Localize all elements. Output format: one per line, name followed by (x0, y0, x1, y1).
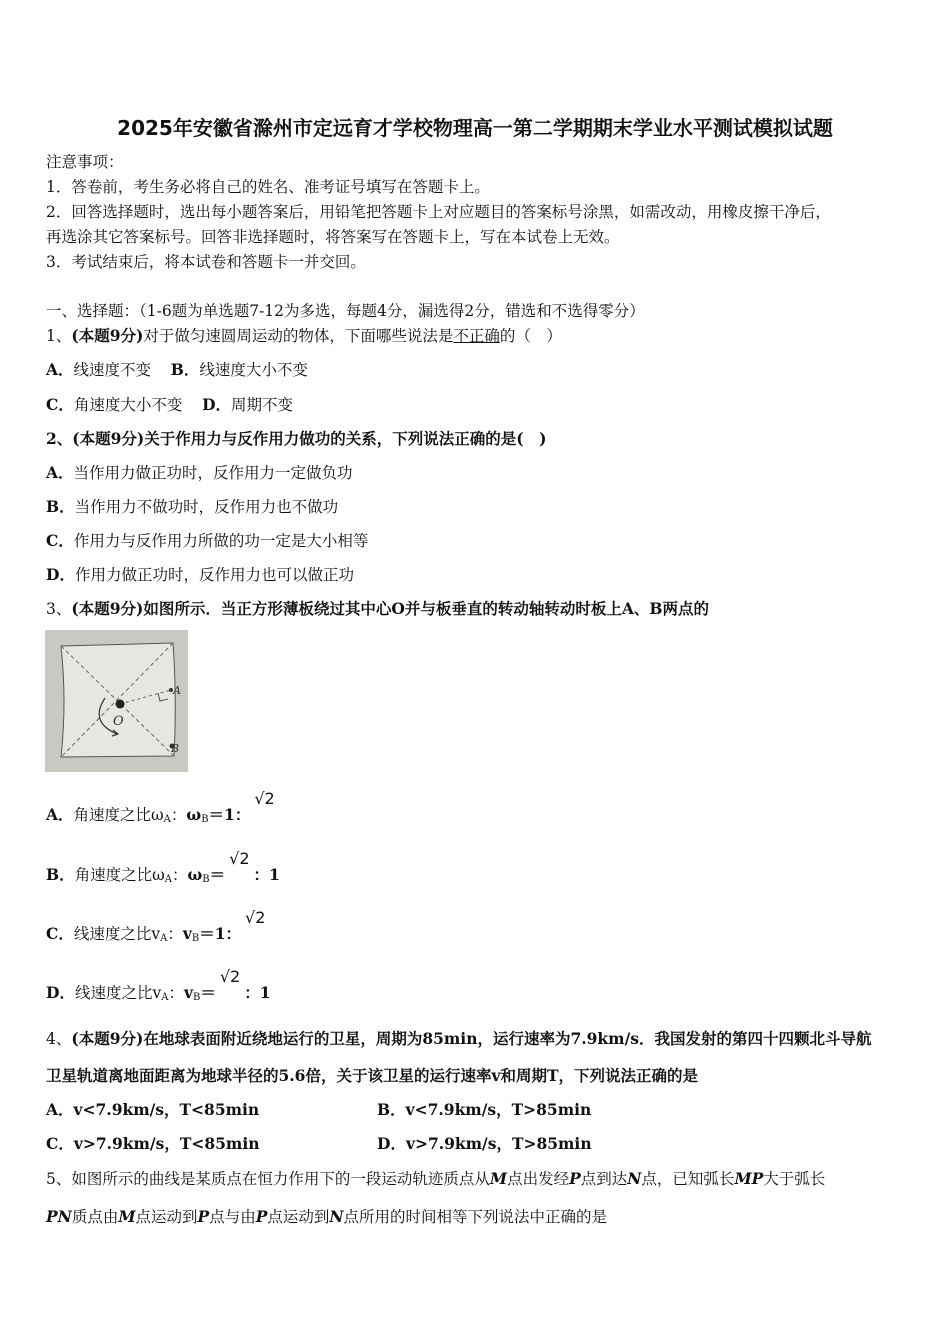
option-label: B． (377, 1100, 406, 1119)
option-label: C． (46, 924, 74, 943)
option-text: 作用力做正功时，反作用力也可以做正功 (74, 566, 354, 584)
sqrt-2: √2 (245, 908, 266, 927)
stem-text: 在地球表面附近绕地运行的卫星，周期为85min，运行速率为7.9km/s．我国发射的第四十四颗北斗导航 (143, 1029, 872, 1048)
center-o-label: O (113, 714, 124, 729)
option-label: B． (46, 865, 75, 884)
stem-text: 点运动到 (267, 1208, 330, 1226)
question-3-option-b (46, 849, 280, 890)
question-2-stem (46, 429, 546, 449)
subscript: A (163, 814, 171, 825)
var-m: M (489, 1169, 508, 1188)
question-4-stem-line1 (46, 1029, 871, 1049)
ratio-end: ：1 (244, 983, 271, 1002)
option-label: A． (46, 360, 74, 379)
subscript: A (160, 933, 168, 944)
stem-text: 对于做匀速圆周运动的物体，下面哪些说法是 (143, 327, 454, 345)
option-label: C． (46, 395, 74, 414)
option-text: 线速度之比v (73, 925, 161, 943)
option-a: 线速度不变 (73, 361, 152, 379)
v-b: v (183, 983, 193, 1002)
equals-one: ＝1： (208, 805, 251, 824)
question-number: 2、 (46, 429, 73, 448)
option-label: A． (46, 1100, 74, 1119)
point-b-label: B (171, 742, 180, 755)
sqrt-2: √2 (229, 849, 250, 868)
omega-b: ω (186, 805, 202, 824)
question-5-stem-line1 (46, 1169, 825, 1189)
subscript: A (161, 992, 169, 1003)
option-label: D． (46, 565, 75, 584)
question-2-option-c (46, 531, 368, 551)
option-text: 角速度之比ω (73, 806, 164, 824)
option-b: v<7.9km/s，T>85min (405, 1100, 592, 1119)
option-d-wrap (377, 1134, 592, 1154)
question-4-options-cd (46, 1134, 906, 1154)
question-number: 3、 (46, 600, 72, 618)
var-m: M (118, 1207, 136, 1226)
notice-heading: 注意事项： (46, 153, 124, 171)
var-p: P (255, 1207, 268, 1226)
question-4-options-ab (46, 1100, 906, 1120)
option-label: C． (46, 531, 74, 550)
var-p: P (569, 1169, 581, 1188)
page-title: 2025年安徽省滁州市定远育才学校物理高一第二学期期末学业水平测试模拟试题 (117, 116, 833, 140)
notice-item-1: 1．答卷前，考生务必将自己的姓名、准考证号填写在答题卡上。 (46, 178, 490, 196)
option-label: B． (46, 497, 75, 516)
stem-text: 的（ ） (499, 327, 562, 345)
question-2-option-b (46, 497, 338, 517)
question-1-options-ab (46, 360, 308, 380)
section-heading: 一、选择题：（1-6题为单选题7-12为多选，每题4分，漏选得2分，错选和不选得零分） (46, 302, 645, 320)
question-3-option-a (46, 789, 279, 830)
subscript: B (202, 874, 210, 885)
stem-text: 如图所示．当正方形薄板绕过其中心O并与板垂直的转动轴转动时板上A、B两点的 (143, 599, 709, 618)
question-3-option-d (46, 967, 271, 1008)
option-b: 线速度大小不变 (199, 361, 308, 379)
equals: ＝ (200, 983, 216, 1002)
question-score: (本题9分) (71, 599, 144, 618)
question-4-stem-line2: 卫星轨道离地面距离为地球半径的5.6倍，关于该卫星的运行速率v和周期T，下列说法正确的是 (46, 1066, 699, 1085)
question-3-stem (46, 599, 709, 619)
equals-one: ＝1： (199, 924, 242, 943)
option-label: D． (46, 983, 75, 1002)
notice-item-3: 3．考试结束后，将本试卷和答题卡一并交回。 (46, 253, 366, 271)
option-c: v>7.9km/s，T<85min (73, 1134, 260, 1153)
sqrt-2: √2 (219, 967, 241, 986)
stem-text: 如图所示的曲线是某质点在恒力作用下的一段运动轨迹质点从 (71, 1170, 490, 1188)
colon: ： (168, 984, 184, 1002)
colon: ： (171, 866, 188, 884)
stem-text: 点与由 (209, 1208, 256, 1226)
var-n: N (627, 1169, 642, 1188)
option-d: v>7.9km/s，T>85min (405, 1134, 592, 1153)
subscript: B (192, 992, 201, 1003)
question-number: 4、 (46, 1030, 72, 1048)
option-text: 当作用力做正功时，反作用力一定做负功 (73, 464, 353, 482)
equals: ＝ (209, 865, 226, 884)
option-label: C． (46, 1134, 74, 1153)
colon: ： (167, 925, 183, 943)
question-number: 1、 (46, 327, 72, 345)
stem-text: 点运动到 (135, 1208, 198, 1226)
option-text: 作用力与反作用力所做的功一定是大小相等 (73, 532, 369, 550)
notice-item-2a: 2．回答选择题时，选出每小题答案后，用铅笔把答题卡上对应题目的答案标号涂黑，如需改动，用橡皮擦干净后， (46, 203, 831, 221)
option-label: A． (46, 805, 74, 824)
stem-text: 大于弧长 (763, 1170, 826, 1188)
center-point (116, 700, 125, 709)
var-p: P (197, 1207, 210, 1226)
option-c: 角速度大小不变 (73, 396, 183, 414)
option-text: 角速度之比ω (74, 866, 165, 884)
stem-text: 点，已知弧长 (641, 1170, 735, 1188)
sqrt-2: √2 (254, 789, 275, 808)
stem-text: 点到达 (580, 1170, 628, 1188)
question-score: (本题9分) (72, 429, 145, 448)
question-2-option-a (46, 463, 353, 483)
emphasis-underline: 不正确 (453, 327, 500, 345)
question-score: (本题9分) (71, 326, 144, 345)
stem-text: 点出发经 (507, 1170, 570, 1188)
option-b-wrap (377, 1100, 591, 1120)
colon: ： (170, 806, 187, 824)
option-text: 当作用力不做功时，反作用力也不做功 (74, 498, 339, 516)
ratio-end: ：1 (253, 865, 280, 884)
omega-b: ω (187, 865, 203, 884)
option-label: D． (377, 1134, 406, 1153)
stem-text: 关于作用力与反作用力做功的关系，下列说法正确的是( ) (144, 429, 547, 448)
var-mp: MP (734, 1169, 764, 1188)
question-5-stem-line2 (46, 1207, 607, 1227)
v-b: v (182, 924, 192, 943)
subscript: A (164, 874, 172, 885)
option-label: B． (170, 360, 200, 379)
question-1-stem (46, 326, 562, 346)
question-2-option-d (46, 565, 354, 585)
subscript: B (191, 933, 200, 944)
option-label: D． (202, 395, 232, 414)
subscript: B (201, 814, 209, 825)
question-3-option-c (46, 908, 269, 949)
option-label: A． (46, 463, 74, 482)
notice-item-2b: 再选涂其它答案标号。回答非选择题时，将答案写在答题卡上，写在本试卷上无效。 (46, 228, 620, 246)
stem-text: 质点由 (71, 1208, 119, 1226)
point-a-label: A (173, 684, 181, 697)
question-score: (本题9分) (71, 1029, 144, 1048)
var-pn: PN (46, 1207, 72, 1226)
var-n: N (329, 1207, 344, 1226)
option-a: v<7.9km/s，T<85min (73, 1100, 260, 1119)
stem-text: 点所用的时间相等下列说法中正确的是 (343, 1208, 608, 1226)
option-text: 线速度之比v (74, 984, 162, 1002)
question-1-options-cd (46, 395, 293, 415)
option-d: 周期不变 (231, 396, 294, 414)
question-number: 5、 (46, 1170, 72, 1188)
square-plate-figure (45, 630, 188, 772)
